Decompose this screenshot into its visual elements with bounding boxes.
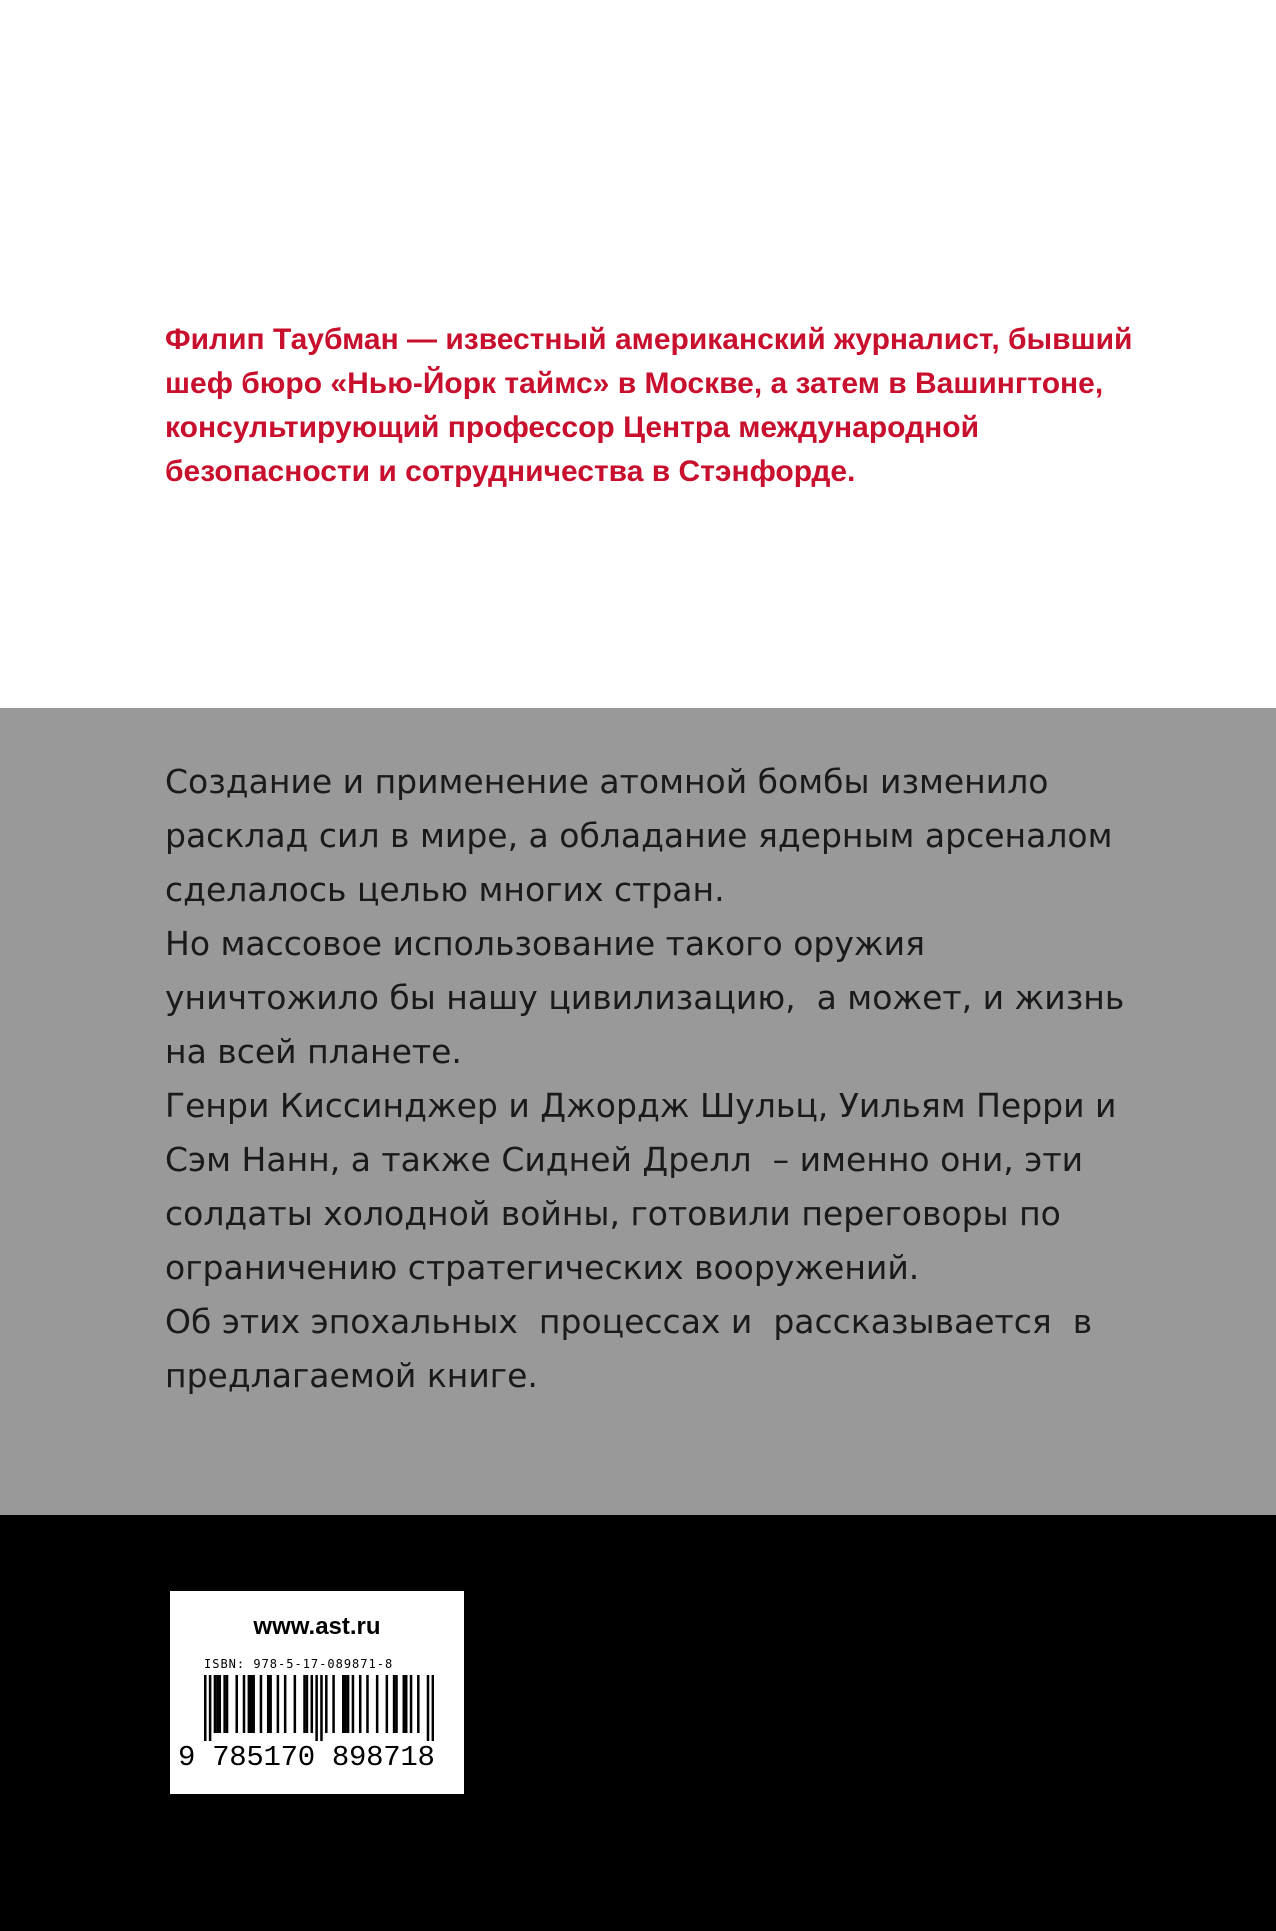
annotation-line: Генри Киссинджер и Джордж Шульц, Уильям Перри и: [165, 1086, 1117, 1125]
barcode-bar: [427, 1675, 430, 1741]
barcode-label: [170, 1591, 464, 1794]
barcode-bar: [216, 1675, 219, 1733]
barcode-bar: [359, 1675, 362, 1733]
barcode-bar: [277, 1675, 280, 1733]
barcode-bar: [386, 1675, 389, 1733]
annotation-line: расклад сил в мире, а обладание ядерным арсеналом: [165, 816, 1113, 855]
barcode-bar: [284, 1675, 287, 1733]
barcode-bar: [344, 1675, 347, 1733]
barcode-bar: [209, 1675, 212, 1741]
annotation-line: Сэм Нанн, а также Сидней Дрелл – именно они, эти: [165, 1140, 1084, 1179]
barcode-bar: [260, 1675, 263, 1733]
annotation-line: ограничению стратегических вооружений.: [165, 1248, 920, 1287]
barcode-bar: [226, 1675, 229, 1733]
barcode-bar: [294, 1675, 297, 1733]
annotation-line: Об этих эпохальных процессах и рассказывается в: [165, 1302, 1093, 1341]
annotation-line: на всей планете.: [165, 1032, 462, 1071]
barcode-bar: [405, 1675, 408, 1733]
barcode-bar: [269, 1675, 272, 1733]
barcode-bar: [417, 1675, 420, 1733]
barcode-bar: [432, 1675, 434, 1741]
barcode-bar: [410, 1675, 413, 1733]
barcode-bar: [366, 1675, 369, 1733]
author-bio-line: безопасности и сотрудничества в Стэнфорде.: [165, 455, 856, 488]
barcode-bar: [403, 1675, 406, 1733]
barcode-bar: [250, 1675, 253, 1733]
barcode-bar: [235, 1675, 238, 1733]
isbn-text: ISBN: 978-5-17-089871-8: [204, 1657, 394, 1671]
barcode-bar: [252, 1675, 255, 1733]
annotation-line: сделалось целью многих стран.: [165, 870, 725, 909]
barcode-bar: [347, 1675, 350, 1733]
barcode-bar: [219, 1675, 222, 1733]
barcode-bar: [248, 1675, 251, 1733]
author-bio-line: Филип Таубман — известный американский журналист, бывший: [165, 323, 1133, 356]
annotation-line: предлагаемой книге.: [165, 1356, 538, 1395]
barcode-bar: [267, 1675, 270, 1733]
publisher-website: www.ast.ru: [253, 1613, 381, 1640]
annotation-line: солдаты холодной войны, готовили переговоры по: [165, 1194, 1061, 1233]
barcode-bar: [315, 1675, 318, 1741]
annotation-line: уничтожило бы нашу цивилизацию, а может, и жизнь: [165, 978, 1125, 1017]
barcode-bar: [306, 1675, 309, 1733]
barcode-bar: [311, 1675, 314, 1733]
book-annotation: [165, 755, 1255, 1403]
top-white-panel: [0, 0, 1276, 708]
barcode-bar: [376, 1675, 379, 1733]
barcode-digits: 9 785170 898718: [178, 1741, 435, 1774]
author-bio: [165, 318, 1245, 494]
barcode-bar: [395, 1675, 398, 1733]
barcode-bar: [342, 1675, 345, 1733]
annotation-line: Но массовое использование такого оружия: [165, 924, 925, 963]
barcode-bar: [303, 1675, 306, 1733]
barcode-bar: [214, 1675, 217, 1733]
annotation-line: Создание и применение атомной бомбы изменило: [165, 762, 1049, 801]
barcode-bar: [223, 1675, 226, 1733]
barcode-bar: [243, 1675, 246, 1733]
barcode-bar: [332, 1675, 335, 1733]
author-bio-line: консультирующий профессор Центра международной: [165, 411, 980, 444]
barcode-bar: [325, 1675, 328, 1733]
barcode-bars: [204, 1675, 434, 1741]
barcode-bar: [393, 1675, 396, 1733]
author-bio-line: шеф бюро «Нью-Йорк таймс» в Москве, а затем в Вашингтоне,: [165, 367, 1104, 400]
barcode-bar: [204, 1675, 207, 1741]
barcode-bar: [352, 1675, 355, 1733]
barcode-bar: [320, 1675, 323, 1741]
